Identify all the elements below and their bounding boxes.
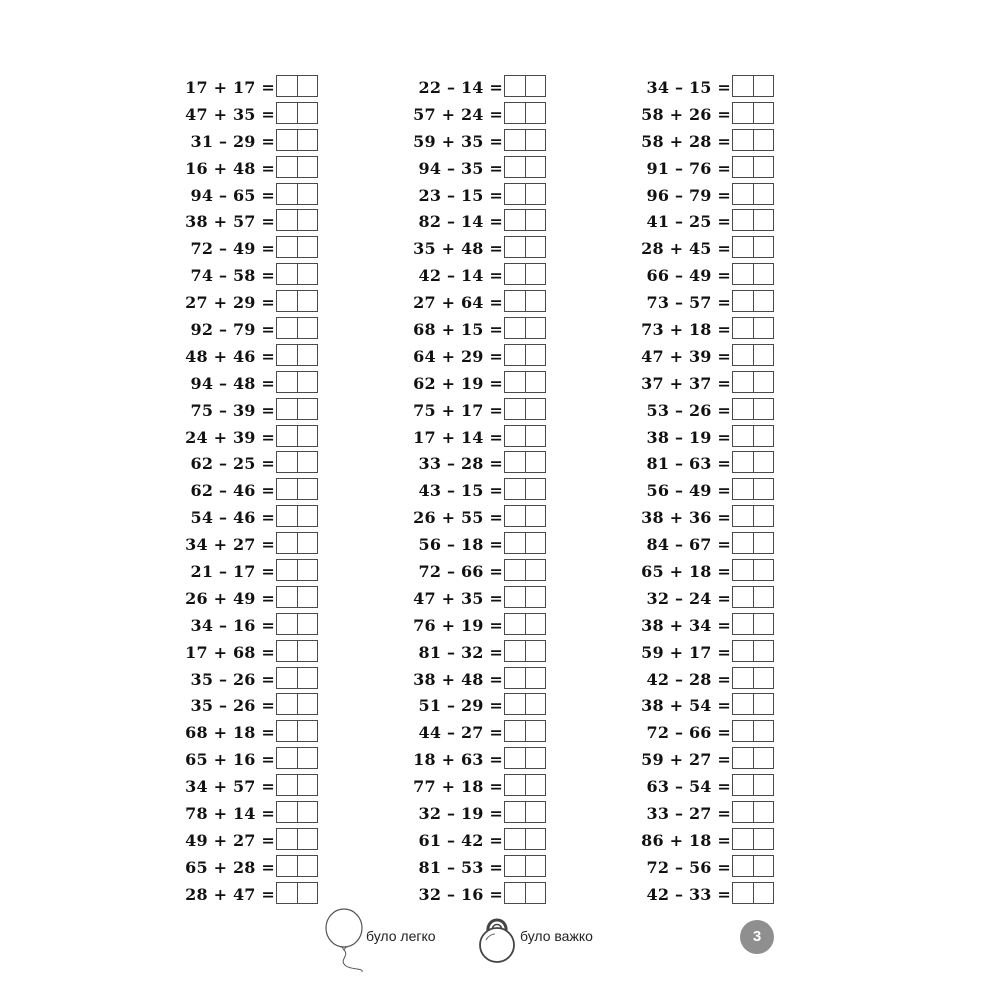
answer-boxes[interactable]: [504, 855, 546, 877]
answer-boxes[interactable]: [276, 640, 318, 662]
answer-boxes[interactable]: [276, 559, 318, 581]
problem-row: [626, 531, 776, 558]
answer-boxes[interactable]: [504, 586, 546, 608]
answer-boxes[interactable]: [276, 344, 318, 366]
answer-boxes[interactable]: [504, 640, 546, 662]
answer-boxes[interactable]: [504, 801, 546, 823]
problem-row: [626, 666, 776, 693]
problem-expression: 73 + 18 =: [641, 320, 731, 340]
problem-row: [398, 450, 548, 477]
problem-expression: 81 – 63 =: [646, 454, 731, 474]
problem-row: [170, 343, 320, 370]
problem-expression: 62 + 19 =: [413, 373, 503, 393]
problem-row: [398, 585, 548, 612]
answer-boxes[interactable]: [276, 451, 318, 473]
problem-row: [170, 208, 320, 235]
answer-boxes[interactable]: [504, 720, 546, 742]
problem-expression: 96 – 79 =: [646, 185, 731, 205]
answer-boxes[interactable]: [504, 747, 546, 769]
problem-expression: 35 – 26 =: [190, 696, 275, 716]
problem-expression: 56 – 49 =: [646, 481, 731, 501]
answer-boxes[interactable]: [504, 774, 546, 796]
answer-boxes[interactable]: [504, 398, 546, 420]
answer-boxes[interactable]: [276, 263, 318, 285]
problem-expression: 23 – 15 =: [418, 185, 503, 205]
answer-boxes[interactable]: [276, 102, 318, 124]
problem-expression: 47 + 39 =: [641, 346, 731, 366]
problem-expression: 92 – 79 =: [190, 320, 275, 340]
answer-boxes[interactable]: [276, 693, 318, 715]
problem-expression: 35 + 48 =: [413, 239, 503, 259]
problem-row: [626, 74, 776, 101]
page-number: 3: [740, 920, 774, 954]
answer-boxes[interactable]: [276, 290, 318, 312]
problem-expression: 38 + 48 =: [413, 669, 503, 689]
problem-expression: 33 – 27 =: [646, 804, 731, 824]
answer-boxes[interactable]: [504, 317, 546, 339]
problem-expression: 94 – 48 =: [190, 373, 275, 393]
problem-expression: 51 – 29 =: [418, 696, 503, 716]
problem-row: [398, 262, 548, 289]
problem-row: [398, 235, 548, 262]
problem-row: [398, 155, 548, 182]
problem-expression: 53 – 26 =: [646, 400, 731, 420]
problem-row: [170, 74, 320, 101]
problem-row: [170, 639, 320, 666]
problem-column-2: [398, 74, 548, 908]
answer-boxes[interactable]: [276, 747, 318, 769]
problem-row: [626, 719, 776, 746]
answer-boxes[interactable]: [276, 129, 318, 151]
problem-expression: 18 + 63 =: [413, 750, 503, 770]
problem-expression: 72 – 49 =: [190, 239, 275, 259]
problem-row: [398, 639, 548, 666]
problem-row: [398, 424, 548, 451]
problem-row: [626, 558, 776, 585]
answer-boxes[interactable]: [504, 505, 546, 527]
problem-row: [398, 531, 548, 558]
problem-expression: 59 + 35 =: [413, 131, 503, 151]
problem-row: [626, 155, 776, 182]
answer-boxes[interactable]: [732, 398, 774, 420]
problem-row: [170, 101, 320, 128]
problem-expression: 82 – 14 =: [418, 212, 503, 232]
problem-expression: 34 + 27 =: [185, 535, 275, 555]
answer-boxes[interactable]: [732, 102, 774, 124]
problem-row: [626, 639, 776, 666]
problem-row: [170, 692, 320, 719]
problem-expression: 61 – 42 =: [418, 830, 503, 850]
problem-row: [398, 182, 548, 209]
answer-boxes[interactable]: [276, 236, 318, 258]
problem-row: [398, 289, 548, 316]
answer-boxes[interactable]: [504, 613, 546, 635]
problem-row: [398, 719, 548, 746]
problem-expression: 62 – 46 =: [190, 481, 275, 501]
answer-boxes[interactable]: [276, 183, 318, 205]
answer-boxes[interactable]: [276, 371, 318, 393]
answer-boxes[interactable]: [732, 640, 774, 662]
problem-expression: 38 + 36 =: [641, 508, 731, 528]
answer-boxes[interactable]: [504, 532, 546, 554]
problem-row: [170, 155, 320, 182]
answer-boxes[interactable]: [276, 75, 318, 97]
answer-boxes[interactable]: [732, 586, 774, 608]
problem-expression: 47 + 35 =: [413, 588, 503, 608]
problem-expression: 56 – 18 =: [418, 535, 503, 555]
answer-boxes[interactable]: [504, 344, 546, 366]
problem-expression: 22 – 14 =: [418, 78, 503, 97]
problem-expression: 31 – 29 =: [190, 131, 275, 151]
answer-boxes[interactable]: [732, 129, 774, 151]
problem-expression: 76 + 19 =: [413, 615, 503, 635]
problem-row: [398, 504, 548, 531]
problem-row: [398, 74, 548, 101]
problem-row: [398, 666, 548, 693]
problem-expression: 86 + 18 =: [641, 830, 731, 850]
problem-row: [398, 773, 548, 800]
problem-expression: 47 + 35 =: [185, 104, 275, 124]
problem-expression: 74 – 58 =: [190, 266, 275, 286]
problem-row: [626, 854, 776, 881]
problem-expression: 49 + 27 =: [185, 830, 275, 850]
problem-expression: 33 – 28 =: [418, 454, 503, 474]
answer-boxes[interactable]: [276, 505, 318, 527]
answer-boxes[interactable]: [276, 855, 318, 877]
problem-column-1: [170, 74, 320, 908]
answer-boxes[interactable]: [276, 720, 318, 742]
answer-boxes[interactable]: [732, 693, 774, 715]
problem-expression: 38 + 54 =: [641, 696, 731, 716]
problem-expression: 81 – 32 =: [418, 642, 503, 662]
problem-expression: 73 – 57 =: [646, 293, 731, 313]
problem-row: [170, 827, 320, 854]
problem-row: [170, 477, 320, 504]
balloon-icon: [324, 906, 372, 974]
answer-boxes[interactable]: [732, 828, 774, 850]
problem-row: [626, 450, 776, 477]
problem-expression: 72 – 66 =: [418, 562, 503, 582]
problem-row: [170, 128, 320, 155]
problem-expression: 78 + 14 =: [185, 804, 275, 824]
answer-boxes[interactable]: [732, 344, 774, 366]
problem-expression: 16 + 48 =: [185, 158, 275, 178]
answer-boxes[interactable]: [732, 425, 774, 447]
answer-boxes[interactable]: [732, 747, 774, 769]
problem-expression: 72 – 66 =: [646, 723, 731, 743]
problem-expression: 32 – 16 =: [418, 884, 503, 904]
problem-row: [170, 773, 320, 800]
answer-boxes[interactable]: [732, 667, 774, 689]
problem-expression: 58 + 26 =: [641, 104, 731, 124]
problem-expression: 59 + 27 =: [641, 750, 731, 770]
answer-boxes[interactable]: [732, 505, 774, 527]
answer-boxes[interactable]: [732, 774, 774, 796]
problem-row: [398, 208, 548, 235]
problem-row: [170, 800, 320, 827]
problem-row: [170, 370, 320, 397]
problem-row: [626, 101, 776, 128]
problem-expression: 58 + 28 =: [641, 131, 731, 151]
answer-boxes[interactable]: [276, 156, 318, 178]
problem-row: [626, 827, 776, 854]
answer-boxes[interactable]: [732, 532, 774, 554]
problem-row: [170, 316, 320, 343]
problem-expression: 26 + 49 =: [185, 588, 275, 608]
problem-row: [170, 397, 320, 424]
answer-boxes[interactable]: [504, 667, 546, 689]
problem-expression: 35 – 26 =: [190, 669, 275, 689]
problem-row: [626, 504, 776, 531]
problem-expression: 17 + 14 =: [413, 427, 503, 447]
answer-boxes[interactable]: [732, 451, 774, 473]
problem-expression: 65 + 18 =: [641, 562, 731, 582]
problem-row: [170, 746, 320, 773]
answer-boxes[interactable]: [504, 236, 546, 258]
problem-row: [398, 101, 548, 128]
problem-row: [398, 128, 548, 155]
problem-expression: 94 – 65 =: [190, 185, 275, 205]
problem-expression: 75 – 39 =: [190, 400, 275, 420]
problem-row: [626, 208, 776, 235]
problem-row: [626, 235, 776, 262]
problem-row: [626, 477, 776, 504]
problem-expression: 42 – 33 =: [646, 884, 731, 904]
easy-label: було легко: [366, 928, 436, 944]
problem-row: [398, 800, 548, 827]
problem-expression: 44 – 27 =: [418, 723, 503, 743]
problem-expression: 32 – 24 =: [646, 588, 731, 608]
problem-expression: 24 + 39 =: [185, 427, 275, 447]
answer-boxes[interactable]: [732, 478, 774, 500]
problem-expression: 75 + 17 =: [413, 400, 503, 420]
answer-boxes[interactable]: [504, 156, 546, 178]
problem-row: [626, 800, 776, 827]
problem-row: [626, 773, 776, 800]
problem-row: [398, 881, 548, 908]
problem-expression: 17 + 68 =: [185, 642, 275, 662]
answer-boxes[interactable]: [276, 801, 318, 823]
problem-expression: 42 – 14 =: [418, 266, 503, 286]
answer-boxes[interactable]: [504, 371, 546, 393]
problem-expression: 77 + 18 =: [413, 777, 503, 797]
problem-expression: 41 – 25 =: [646, 212, 731, 232]
answer-boxes[interactable]: [732, 263, 774, 285]
problem-row: [170, 531, 320, 558]
problem-row: [170, 182, 320, 209]
answer-boxes[interactable]: [276, 586, 318, 608]
problem-expression: 91 – 76 =: [646, 158, 731, 178]
answer-boxes[interactable]: [504, 425, 546, 447]
problem-expression: 38 + 34 =: [641, 615, 731, 635]
answer-boxes[interactable]: [504, 559, 546, 581]
problem-expression: 72 – 56 =: [646, 857, 731, 877]
problem-expression: 34 – 15 =: [646, 78, 731, 97]
problem-row: [626, 612, 776, 639]
problem-expression: 17 + 17 =: [185, 78, 275, 97]
problem-row: [626, 881, 776, 908]
answer-boxes[interactable]: [276, 425, 318, 447]
answer-boxes[interactable]: [732, 559, 774, 581]
problem-column-3: [626, 74, 776, 908]
answer-boxes[interactable]: [504, 828, 546, 850]
answer-boxes[interactable]: [504, 75, 546, 97]
problem-expression: 68 + 18 =: [185, 723, 275, 743]
problem-row: [398, 397, 548, 424]
answer-boxes[interactable]: [504, 183, 546, 205]
problem-expression: 59 + 17 =: [641, 642, 731, 662]
problem-row: [398, 370, 548, 397]
problem-row: [398, 612, 548, 639]
answer-boxes[interactable]: [504, 693, 546, 715]
answer-boxes[interactable]: [504, 882, 546, 904]
problem-row: [398, 316, 548, 343]
problem-expression: 54 – 46 =: [190, 508, 275, 528]
problem-row: [626, 289, 776, 316]
answer-boxes[interactable]: [276, 613, 318, 635]
answer-boxes[interactable]: [276, 532, 318, 554]
problem-expression: 28 + 45 =: [641, 239, 731, 259]
problem-row: [398, 343, 548, 370]
problem-row: [170, 585, 320, 612]
answer-boxes[interactable]: [732, 801, 774, 823]
answer-boxes[interactable]: [732, 290, 774, 312]
problem-row: [170, 854, 320, 881]
problem-row: [626, 128, 776, 155]
problem-row: [170, 262, 320, 289]
problem-expression: 68 + 15 =: [413, 320, 503, 340]
answer-boxes[interactable]: [732, 75, 774, 97]
answer-boxes[interactable]: [732, 720, 774, 742]
answer-boxes[interactable]: [732, 209, 774, 231]
problem-row: [626, 585, 776, 612]
problem-row: [170, 504, 320, 531]
answer-boxes[interactable]: [732, 236, 774, 258]
answer-boxes[interactable]: [276, 317, 318, 339]
problem-expression: 65 + 28 =: [185, 857, 275, 877]
problem-expression: 32 – 19 =: [418, 804, 503, 824]
problem-expression: 64 + 29 =: [413, 346, 503, 366]
answer-boxes[interactable]: [276, 398, 318, 420]
kettlebell-icon: [474, 910, 520, 964]
problem-row: [398, 827, 548, 854]
answer-boxes[interactable]: [732, 855, 774, 877]
problem-row: [170, 424, 320, 451]
answer-boxes[interactable]: [504, 478, 546, 500]
answer-boxes[interactable]: [276, 882, 318, 904]
problem-row: [626, 262, 776, 289]
problem-expression: 57 + 24 =: [413, 104, 503, 124]
problem-expression: 65 + 16 =: [185, 750, 275, 770]
problem-row: [170, 450, 320, 477]
answer-boxes[interactable]: [504, 209, 546, 231]
problem-expression: 81 – 53 =: [418, 857, 503, 877]
problem-expression: 48 + 46 =: [185, 346, 275, 366]
problem-row: [398, 558, 548, 585]
answer-boxes[interactable]: [276, 774, 318, 796]
problem-row: [626, 316, 776, 343]
answer-boxes[interactable]: [504, 129, 546, 151]
problem-expression: 38 – 19 =: [646, 427, 731, 447]
answer-boxes[interactable]: [732, 317, 774, 339]
problem-row: [398, 477, 548, 504]
answer-boxes[interactable]: [504, 451, 546, 473]
problem-expression: 38 + 57 =: [185, 212, 275, 232]
problem-row: [626, 370, 776, 397]
problem-row: [626, 746, 776, 773]
problem-row: [170, 666, 320, 693]
answer-boxes[interactable]: [276, 209, 318, 231]
problem-row: [170, 235, 320, 262]
problem-row: [170, 719, 320, 746]
problem-row: [398, 854, 548, 881]
answer-boxes[interactable]: [276, 828, 318, 850]
problem-row: [170, 558, 320, 585]
problem-row: [626, 424, 776, 451]
problem-expression: 34 – 16 =: [190, 615, 275, 635]
problem-row: [398, 692, 548, 719]
problem-expression: 94 – 35 =: [418, 158, 503, 178]
answer-boxes[interactable]: [732, 156, 774, 178]
problem-expression: 62 – 25 =: [190, 454, 275, 474]
problem-expression: 84 – 67 =: [646, 535, 731, 555]
answer-boxes[interactable]: [732, 371, 774, 393]
problem-expression: 27 + 64 =: [413, 293, 503, 313]
problem-row: [626, 343, 776, 370]
problem-row: [626, 397, 776, 424]
problem-row: [170, 289, 320, 316]
answer-boxes[interactable]: [276, 478, 318, 500]
answer-boxes[interactable]: [504, 102, 546, 124]
problem-expression: 42 – 28 =: [646, 669, 731, 689]
problem-expression: 21 – 17 =: [190, 562, 275, 582]
problem-expression: 28 + 47 =: [185, 884, 275, 904]
answer-boxes[interactable]: [732, 882, 774, 904]
problem-row: [626, 182, 776, 209]
answer-boxes[interactable]: [276, 667, 318, 689]
problem-row: [398, 746, 548, 773]
hard-label: було важко: [520, 928, 593, 944]
problem-expression: 63 – 54 =: [646, 777, 731, 797]
problem-expression: 66 – 49 =: [646, 266, 731, 286]
answer-boxes[interactable]: [504, 290, 546, 312]
problem-expression: 37 + 37 =: [641, 373, 731, 393]
problem-row: [170, 881, 320, 908]
answer-boxes[interactable]: [504, 263, 546, 285]
problem-expression: 34 + 57 =: [185, 777, 275, 797]
problem-expression: 27 + 29 =: [185, 293, 275, 313]
problem-row: [170, 612, 320, 639]
answer-boxes[interactable]: [732, 183, 774, 205]
problem-expression: 43 – 15 =: [418, 481, 503, 501]
answer-boxes[interactable]: [732, 613, 774, 635]
problem-row: [626, 692, 776, 719]
problem-expression: 26 + 55 =: [413, 508, 503, 528]
